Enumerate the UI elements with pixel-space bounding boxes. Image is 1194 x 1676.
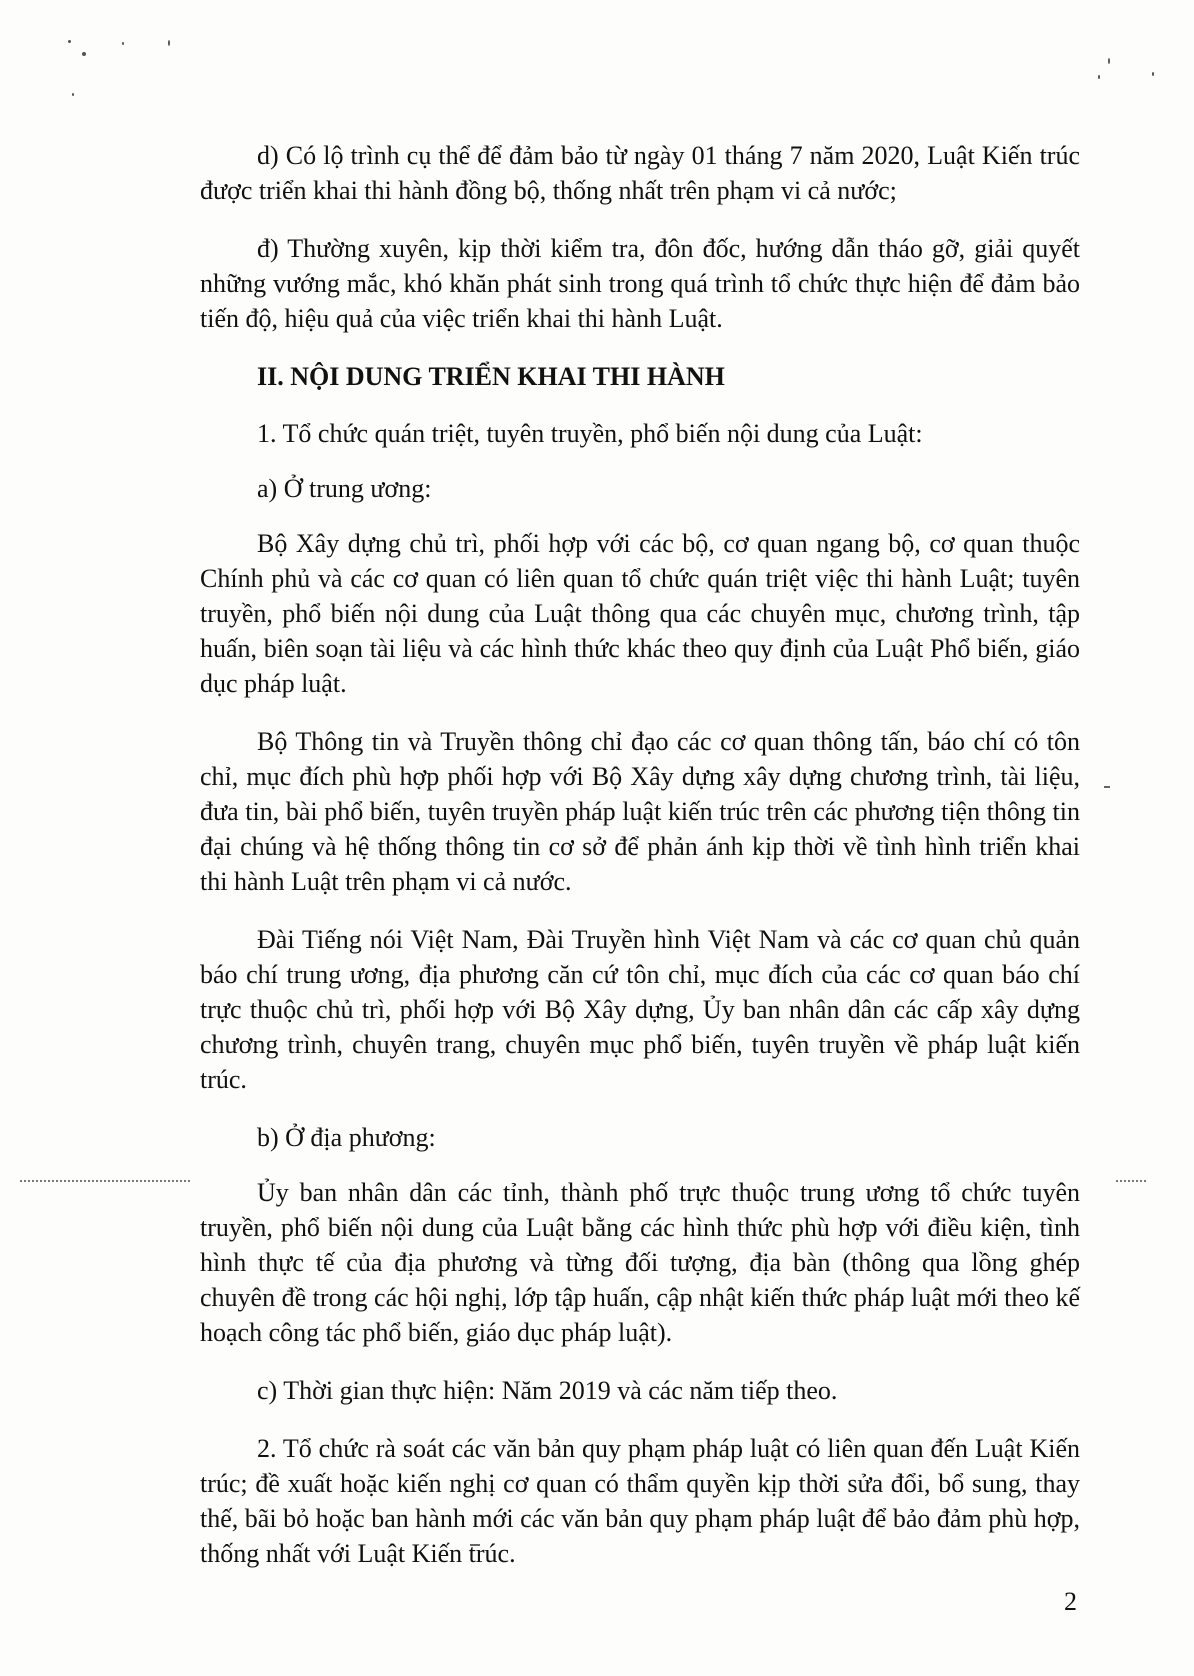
page-number: 2 xyxy=(1064,1587,1077,1616)
section-heading: II. NỘI DUNG TRIỂN KHAI THI HÀNH xyxy=(257,362,725,391)
scan-speck xyxy=(68,40,71,43)
scan-speck xyxy=(122,42,124,45)
scan-speck xyxy=(1098,75,1100,79)
paragraph-bo-xay-dung: Bộ Xây dựng chủ trì, phối hợp với các bộ, cơ quan ngang bộ, cơ quan thuộc Chính phủ và các cơ quan có liên quan tổ chức quán triệt việc thi hành Luật; tuyên truyền, phổ biến nội dung của Luật thông qua các chuyên mục, chương trình, tập huấn, biên soạn tài liệu và các hình thức khác theo quy định của Luật Phổ biến, giáo dục pháp luật. xyxy=(200,529,1080,698)
subitem-a: a) Ở trung ương: xyxy=(257,474,432,503)
scan-speck xyxy=(82,52,86,56)
scan-speck xyxy=(168,40,170,46)
item-2: 2. Tổ chức rà soát các văn bản quy phạm pháp luật có liên quan đến Luật Kiến trúc; đề xuất hoặc kiến nghị cơ quan có thẩm quyền kịp thời sửa đổi, bổ sung, thay thế, bãi bỏ hoặc ban hành mới các văn bản quy phạm pháp luật để bảo đảm phù hợp, thống nhất với Luật Kiến trúc. xyxy=(200,1434,1080,1568)
scan-speck xyxy=(1152,72,1154,76)
scan-mark xyxy=(1104,786,1110,788)
scan-dotted-line xyxy=(20,1180,190,1182)
subitem-b: b) Ở địa phương: xyxy=(257,1123,436,1152)
scan-dotted-line xyxy=(1116,1180,1146,1182)
paragraph-uy-ban: Ủy ban nhân dân các tỉnh, thành phố trực thuộc trung ương tổ chức tuyên truyền, phổ biến nội dung của Luật bằng các hình thức phù hợp với điều kiện, tình hình thực tế của địa phương và từng đối tượng, địa bàn (thông qua lồng ghép chuyên đề trong các hội nghị, lớp tập huấn, cập nhật kiến thức pháp luật mới theo kế hoạch công tác phổ biến, giáo dục pháp luật). xyxy=(200,1178,1080,1347)
paragraph-dai: Đài Tiếng nói Việt Nam, Đài Truyền hình Việt Nam và các cơ quan chủ quản báo chí trung ương, địa phương căn cứ tôn chỉ, mục đích của các cơ quan báo chí trực thuộc chủ trì, phối hợp với Bộ Xây dựng, Ủy ban nhân dân các cấp xây dựng chương trình, chuyên trang, chuyên mục phổ biến, tuyên truyền về pháp luật kiến trúc. xyxy=(200,925,1080,1094)
scan-speck xyxy=(72,93,74,96)
paragraph-bo-thong-tin: Bộ Thông tin và Truyền thông chỉ đạo các cơ quan thông tấn, báo chí có tôn chỉ, mục đích phù hợp phối hợp với Bộ Xây dựng xây dựng chương trình, tài liệu, đưa tin, bài phổ biến, tuyên truyền pháp luật kiến trúc trên các phương tiện thông tin đại chúng và hệ thống thông tin cơ sở để phản ánh kịp thời về tình hình triển khai thi hành Luật trên phạm vi cả nước. xyxy=(200,727,1080,896)
document-body xyxy=(200,138,1080,1594)
paragraph-dd: đ) Thường xuyên, kịp thời kiểm tra, đôn đốc, hướng dẫn tháo gỡ, giải quyết những vướng mắc, khó khăn phát sinh trong quá trình tổ chức thực hiện để đảm bảo tiến độ, hiệu quả của việc triển khai thi hành Luật. xyxy=(200,234,1080,333)
item-1: 1. Tổ chức quán triệt, tuyên truyền, phổ biến nội dung của Luật: xyxy=(257,419,923,448)
subitem-c: c) Thời gian thực hiện: Năm 2019 và các năm tiếp theo. xyxy=(257,1376,838,1405)
scan-speck xyxy=(1108,58,1110,64)
paragraph-d: d) Có lộ trình cụ thể để đảm bảo từ ngày 01 tháng 7 năm 2020, Luật Kiến trúc được triển khai thi hành đồng bộ, thống nhất trên phạm vi cả nước; xyxy=(200,141,1080,205)
